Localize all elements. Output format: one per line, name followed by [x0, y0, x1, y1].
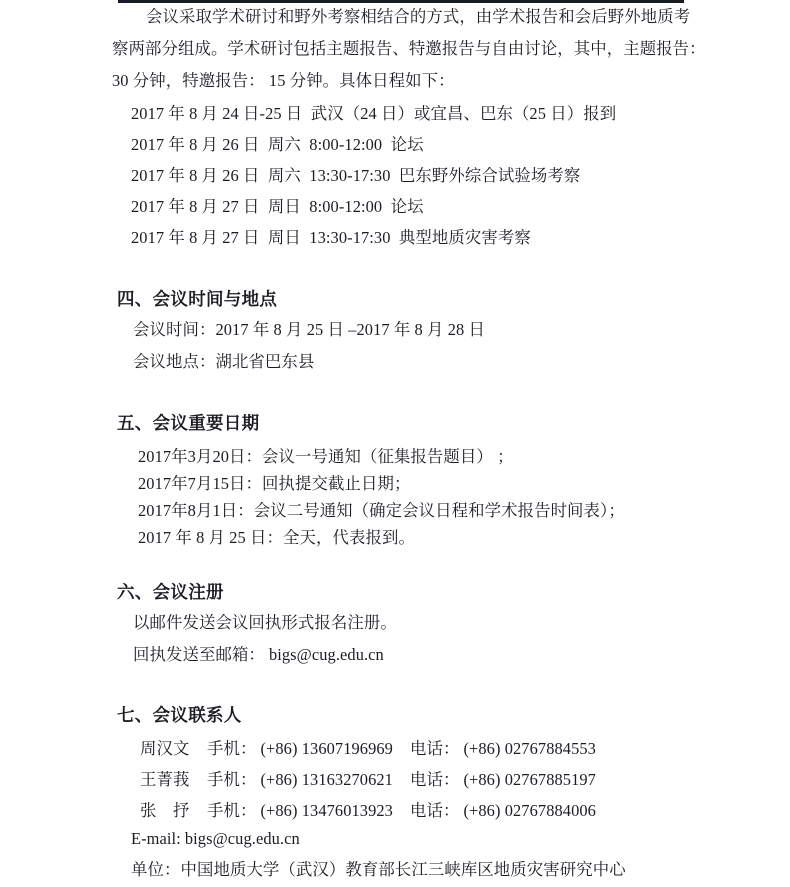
registration-line: 以邮件发送会议回执形式报名注册。	[133, 613, 397, 632]
tel-number: (+86) 02767884553	[463, 739, 596, 758]
section7-heading: 七、会议联系人	[117, 705, 242, 725]
mobile-label: 手机：	[207, 770, 257, 789]
contact-name: 张 抒	[140, 801, 190, 820]
important-date-1: 2017年3月20日：会议一号通知（征集报告题目） ；	[138, 447, 514, 466]
contact-tel	[410, 769, 596, 791]
schedule-item-4: 2017 年 8 月 27 日 周日 8:00-12:00 论坛	[131, 197, 424, 216]
reply-email-line	[133, 644, 384, 666]
tel-label: 电话：	[409, 739, 460, 758]
email-line	[131, 828, 300, 850]
contact-mobile	[207, 769, 393, 791]
important-date-2: 2017年7月15日：回执提交截止日期；	[138, 474, 411, 493]
important-date-4: 2017 年 8 月 25 日：全天，代表报到。	[138, 528, 415, 547]
mobile-number: (+86) 13163270621	[260, 770, 393, 789]
contact-tel	[410, 738, 596, 760]
schedule-item-1: 2017 年 8 月 24 日-25 日 武汉（24 日）或宜昌、巴东（25 日）报到	[131, 104, 617, 123]
meeting-time-line: 会议时间：2017 年 8 月 25 日 –2017 年 8 月 28 日	[133, 320, 485, 339]
mobile-number: (+86) 13476013923	[260, 801, 393, 820]
reply-email-address: bigs@cug.edu.cn	[268, 645, 384, 664]
meeting-place-line: 会议地点：湖北省巴东县	[133, 352, 315, 371]
top-border-rule	[118, 0, 684, 3]
contact-mobile	[207, 738, 393, 760]
tel-number: (+86) 02767884006	[463, 801, 596, 820]
organization-label: 单位：	[131, 860, 181, 879]
contact-mobile	[207, 800, 393, 822]
email-address: bigs@cug.edu.cn	[184, 829, 300, 848]
section6-heading: 六、会议注册	[117, 582, 224, 602]
intro-line-2: 察两部分组成。学术研讨包括主题报告、特邀报告与自由讨论，其中，主题报告：	[112, 39, 706, 58]
contact-row	[140, 738, 596, 760]
tel-number: (+86) 02767885197	[463, 770, 596, 789]
contact-tel	[410, 800, 596, 822]
contact-name: 周汉文	[140, 739, 190, 758]
mobile-label: 手机：	[207, 739, 257, 758]
intro-line-1: 会议采取学术研讨和野外考察相结合的方式，由学术报告和会后野外地质考	[146, 7, 691, 26]
section5-heading: 五、会议重要日期	[117, 413, 260, 433]
contact-name: 王菁莪	[140, 770, 190, 789]
contact-row	[140, 769, 596, 791]
important-date-3: 2017年8月1日：会议二号通知（确定会议日程和学术报告时间表）；	[138, 501, 625, 520]
schedule-item-3: 2017 年 8 月 26 日 周六 13:30-17:30 巴东野外综合试验场考察	[131, 166, 581, 185]
tel-label: 电话：	[409, 770, 460, 789]
tel-label: 电话：	[409, 801, 460, 820]
organization-line	[131, 859, 626, 881]
contact-row	[140, 800, 596, 822]
mobile-number: (+86) 13607196969	[260, 739, 393, 758]
intro-line-3: 30 分钟，特邀报告： 15 分钟。具体日程如下：	[112, 71, 455, 90]
email-label: E-mail:	[131, 829, 181, 848]
mobile-label: 手机：	[207, 801, 257, 820]
reply-email-label: 回执发送至邮箱：	[133, 645, 265, 664]
schedule-item-2: 2017 年 8 月 26 日 周六 8:00-12:00 论坛	[131, 135, 424, 154]
section4-heading: 四、会议时间与地点	[117, 289, 278, 309]
schedule-item-5: 2017 年 8 月 27 日 周日 13:30-17:30 典型地质灾害考察	[131, 228, 531, 247]
organization-name: 中国地质大学（武汉）教育部长江三峡库区地质灾害研究中心	[180, 860, 626, 879]
